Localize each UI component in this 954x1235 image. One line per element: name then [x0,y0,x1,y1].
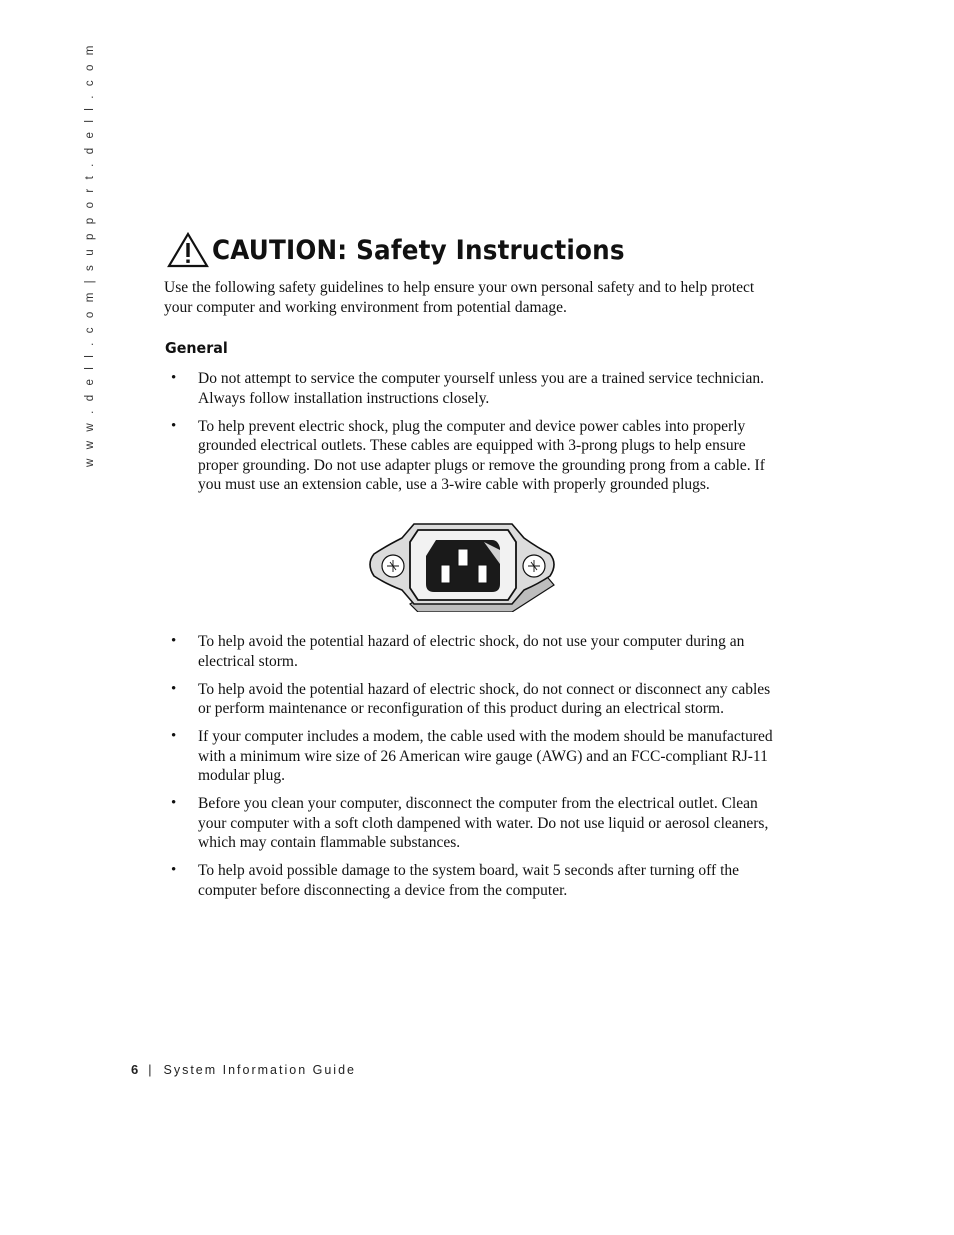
list-item: • Before you clean your computer, disconnect the computer from the electrical outlet. Clean your computer with a soft cloth dampened with water. Do not use liquid or aerosol cleaners, which may contain flammable substances. [164,794,776,853]
page-number: 6 [131,1062,139,1077]
heading [166,230,656,270]
section-heading: General [165,339,228,357]
warning-triangle-icon [166,231,210,269]
list-item: • To help avoid possible damage to the system board, wait 5 seconds after turning off the computer before disconnecting a device from the computer. [164,861,776,900]
list-item: • Do not attempt to service the computer yourself unless you are a trained service technician. Always follow installation instructions closely. [164,369,776,408]
list-item: • To help avoid the potential hazard of electric shock, do not use your computer during an electrical storm. [164,632,776,671]
intro-paragraph: Use the following safety guidelines to help ensure your own personal safety and to help protect your computer and working environment from potential damage. [164,279,755,316]
page-footer [131,1062,356,1077]
footer-separator: | [148,1062,152,1077]
bullet-list-general [164,369,776,503]
list-item: • To help prevent electric shock, plug the computer and device power cables into properly grounded electrical outlets. These cables are equipped with 3-prong plugs to help ensure proper grounding. Do not use adapter plugs or remove the grounding prong from a cable. If you must use an extension cable, use a 3-wire cable with properly grounded plugs. [164,417,776,495]
footer-guide-title: System Information Guide [163,1062,356,1077]
bullet-list-general-continued [164,632,776,909]
page-title: CAUTION: Safety Instructions [212,234,625,266]
power-plug-illustration [366,520,558,612]
list-item: • If your computer includes a modem, the cable used with the modem should be manufactured with a minimum wire size of 26 American wire gauge (AWG) and an FCC-compliant RJ-11 modular plug. [164,727,776,786]
side-url: w w w . d e l l . c o m | s u p p o r t . d e l l . c o m [84,42,96,467]
list-item: • To help avoid the potential hazard of electric shock, do not connect or disconnect any cables or perform maintenance or reconfiguration of this product during an electrical storm. [164,680,776,719]
